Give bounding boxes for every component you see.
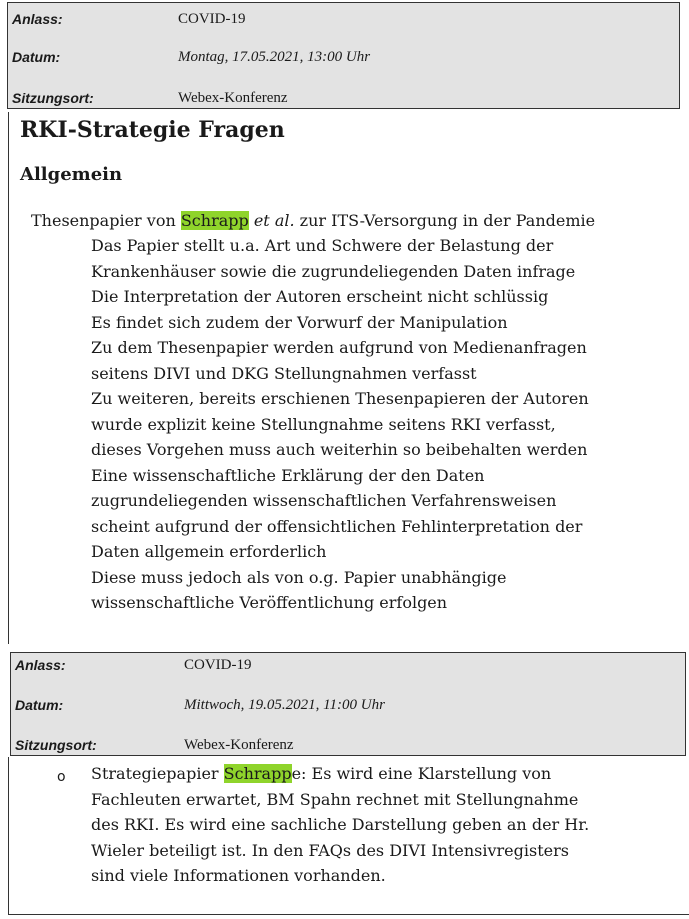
text-line: Fachleuten erwartet, BM Spahn rechnet mit Stellungnahme xyxy=(91,789,579,809)
datum-label: Datum: xyxy=(15,697,64,713)
meeting-header-1 xyxy=(7,2,680,109)
ort-row xyxy=(8,88,679,108)
meeting-header-2 xyxy=(10,652,686,756)
topic-details xyxy=(91,233,589,616)
text-line: Die Interpretation der Autoren erscheint nicht schlüssig xyxy=(91,287,549,306)
topic-post: zur ITS-Versorgung in der Pandemie xyxy=(294,211,596,230)
text-line: zugrundeliegenden wissenschaftlichen Verfahrensweisen xyxy=(91,491,557,510)
anlass-row xyxy=(11,655,685,675)
anlass-label: Anlass: xyxy=(15,657,66,673)
bullet-circle-icon: o xyxy=(57,769,66,785)
text-line: Das Papier stellt u.a. Art und Schwere der Belastung der xyxy=(91,236,554,255)
text-line: Es findet sich zudem der Vorwurf der Manipulation xyxy=(91,312,508,332)
topic-line xyxy=(31,208,595,234)
topic-pre: Thesenpapier von xyxy=(31,211,181,230)
section-title: RKI-Strategie Fragen xyxy=(20,117,285,143)
bullet-pre: Strategiepapier xyxy=(91,764,224,783)
anlass-value: COVID-19 xyxy=(184,657,252,673)
section-subtitle: Allgemein xyxy=(20,164,123,185)
text-line: Krankenhäuser sowie die zugrundeliegenden Daten infrage xyxy=(91,261,576,281)
anlass-row xyxy=(8,9,679,29)
anlass-value: COVID-19 xyxy=(178,11,246,27)
text-line: Eine wissenschaftliche Erklärung der den Daten xyxy=(91,465,485,485)
anlass-label: Anlass: xyxy=(12,11,63,27)
datum-row xyxy=(11,695,685,715)
text-line: seitens DIVI und DKG Stellungnahmen verfasst xyxy=(91,363,477,383)
text-line: dieses Vorgehen muss auch weiterhin so beibehalten werden xyxy=(91,440,588,459)
ort-label: Sitzungsort: xyxy=(15,737,97,753)
text-line xyxy=(91,761,589,787)
bullet-post: e: Es wird eine Klarstellung von xyxy=(291,764,552,783)
text-line: wissenschaftliche Veröffentlichung erfolgen xyxy=(91,593,448,612)
text-line: Daten allgemein erforderlich xyxy=(91,542,327,561)
highlighted-name: Schrapp xyxy=(223,764,292,783)
highlighted-name: Schrapp xyxy=(180,211,249,230)
section-rki-strategie xyxy=(8,112,689,644)
bullet-item xyxy=(91,761,589,889)
datum-label: Datum: xyxy=(12,49,61,65)
text-line: Zu dem Thesenpapier werden aufgrund von Medienanfragen xyxy=(91,338,587,357)
ort-row xyxy=(11,735,685,755)
text-line: Wieler beteiligt ist. In den FAQs des DIVI Intensivregisters xyxy=(91,840,569,860)
text-line: Diese muss jedoch als von o.g. Papier unabhängige xyxy=(91,567,507,587)
ort-label: Sitzungsort: xyxy=(12,90,94,106)
ort-value: Webex-Konferenz xyxy=(178,90,288,106)
text-line: wurde explizit keine Stellungnahme seitens RKI verfasst, xyxy=(91,414,556,434)
datum-value: Mittwoch, 19.05.2021, 11:00 Uhr xyxy=(184,697,385,713)
datum-value: Montag, 17.05.2021, 13:00 Uhr xyxy=(178,49,371,65)
text-line: scheint aufgrund der offensichtlichen Fehlinterpretation der xyxy=(91,516,583,536)
datum-row xyxy=(8,47,679,67)
text-line: sind viele Informationen vorhanden. xyxy=(91,866,386,885)
text-line: Zu weiteren, bereits erschienen Thesenpapieren der Autoren xyxy=(91,389,589,408)
section-strategiepapier xyxy=(8,757,689,915)
ort-value: Webex-Konferenz xyxy=(184,737,294,753)
topic-etal: et al. xyxy=(248,211,295,230)
text-line: des RKI. Es wird eine sachliche Darstellung geben an der Hr. xyxy=(91,815,590,834)
